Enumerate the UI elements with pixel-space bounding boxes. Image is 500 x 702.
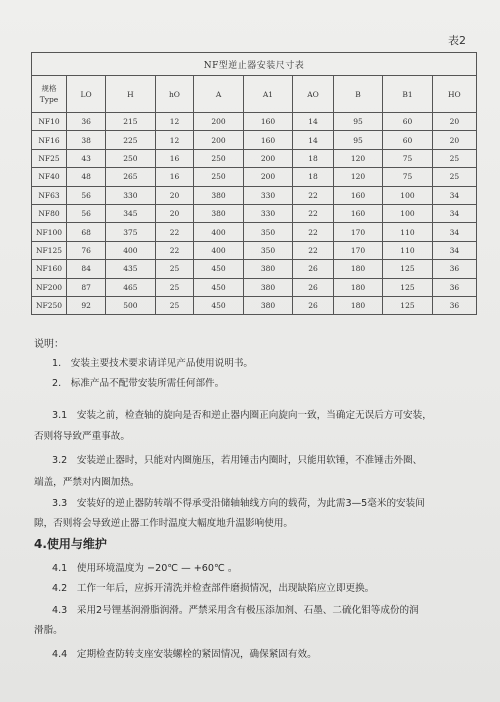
table-cell: 16 — [155, 168, 194, 186]
table-cell: 20 — [432, 113, 476, 131]
table-cell: 14 — [293, 131, 334, 149]
table-cell: 22 — [155, 241, 194, 259]
table-cell: 26 — [293, 260, 334, 278]
table-cell-type: NF200 — [32, 278, 67, 296]
table-cell: 25 — [155, 296, 194, 314]
table-cell: 36 — [432, 260, 476, 278]
para-3-1-line1: 3.1 安装之前，检查轴的旋向是否和逆止器内圈正向旋向一致，当确定无误后方可安装， — [52, 410, 432, 421]
table-cell: 125 — [383, 260, 432, 278]
table-cell: 56 — [67, 186, 106, 204]
table-cell: 250 — [194, 149, 243, 167]
table-cell: 18 — [293, 168, 334, 186]
header-type-cn: 规格 — [41, 84, 57, 93]
table-row — [32, 168, 477, 186]
header-col: HO — [432, 76, 476, 113]
para-3-2-line1: 3.2 安装逆止器时，只能对内圈施压，若用锤击内圈时，只能用软锤，不准锤击外圈、 — [52, 455, 423, 466]
table-cell: 60 — [383, 113, 432, 131]
table-cell: 400 — [194, 223, 243, 241]
header-col: hO — [155, 76, 194, 113]
table-cell: 380 — [194, 186, 243, 204]
table-cell: 180 — [333, 296, 382, 314]
table-row — [32, 113, 477, 131]
header-col: A1 — [243, 76, 292, 113]
table-row — [32, 278, 477, 296]
table-cell: 160 — [333, 204, 382, 222]
table-cell: 170 — [333, 241, 382, 259]
table-cell: 110 — [383, 223, 432, 241]
table-cell: 22 — [293, 241, 334, 259]
table-cell-type: NF63 — [32, 186, 67, 204]
para-4-1: 4.1 使用环境温度为 −20℃ — +60℃ 。 — [52, 563, 238, 574]
table-row — [32, 186, 477, 204]
table-cell: 400 — [194, 241, 243, 259]
table-cell: 36 — [432, 278, 476, 296]
table-number-label: 表2 — [448, 34, 466, 47]
header-type-en: Type — [39, 95, 59, 104]
table-cell: 20 — [432, 131, 476, 149]
table-cell: 450 — [194, 278, 243, 296]
table-cell: 500 — [106, 296, 155, 314]
table-cell: 330 — [106, 186, 155, 204]
header-col: B — [333, 76, 382, 113]
table-cell: 250 — [194, 168, 243, 186]
installation-dimension-table — [31, 52, 477, 315]
table-cell-type: NF100 — [32, 223, 67, 241]
para-3-3-line2: 隙，否则将会导致逆止器工作时温度大幅度地升温影响使用。 — [34, 518, 294, 529]
table-cell-type: NF25 — [32, 149, 67, 167]
table-cell-type: NF80 — [32, 204, 67, 222]
table-title: NF型逆止器安装尺寸表 — [32, 53, 477, 76]
table-cell: 100 — [383, 204, 432, 222]
table-cell: 92 — [67, 296, 106, 314]
table-cell: 36 — [67, 113, 106, 131]
table-cell: 14 — [293, 113, 334, 131]
table-cell: 345 — [106, 204, 155, 222]
table-cell: 20 — [155, 204, 194, 222]
table-cell: 16 — [155, 149, 194, 167]
table-cell: 200 — [243, 149, 292, 167]
table-cell: 75 — [383, 168, 432, 186]
table-cell: 34 — [432, 186, 476, 204]
table-cell: 25 — [155, 278, 194, 296]
header-col: LO — [67, 76, 106, 113]
table-cell: 160 — [243, 131, 292, 149]
table-cell: 450 — [194, 296, 243, 314]
table-cell: 22 — [293, 204, 334, 222]
table-cell: 56 — [67, 204, 106, 222]
header-type — [32, 76, 67, 113]
table-cell: 120 — [333, 149, 382, 167]
table-cell-type: NF16 — [32, 131, 67, 149]
table-cell: 160 — [243, 113, 292, 131]
table-cell: 380 — [243, 278, 292, 296]
table-row — [32, 296, 477, 314]
table-cell: 330 — [243, 204, 292, 222]
table-cell: 265 — [106, 168, 155, 186]
table-cell-type: NF40 — [32, 168, 67, 186]
table-cell: 48 — [67, 168, 106, 186]
header-col: A — [194, 76, 243, 113]
table-cell: 18 — [293, 149, 334, 167]
table-cell: 200 — [243, 168, 292, 186]
table-row — [32, 223, 477, 241]
table-row — [32, 204, 477, 222]
table-cell: 160 — [333, 186, 382, 204]
table-cell: 400 — [106, 241, 155, 259]
table-cell: 25 — [432, 168, 476, 186]
note-item-2: 2. 标准产品不配带安装所需任何部件。 — [52, 378, 225, 389]
header-col: AO — [293, 76, 334, 113]
table-cell: 60 — [383, 131, 432, 149]
table-row — [32, 241, 477, 259]
table-cell: 43 — [67, 149, 106, 167]
table-cell: 12 — [155, 113, 194, 131]
table-cell: 25 — [432, 149, 476, 167]
table-cell: 465 — [106, 278, 155, 296]
table-cell: 25 — [155, 260, 194, 278]
note-item-1: 1. 安装主要技术要求请详见产品使用说明书。 — [52, 358, 254, 369]
table-row — [32, 131, 477, 149]
para-4-4: 4.4 定期检查防转支座安装螺栓的紧固情况，确保紧固有效。 — [52, 649, 317, 660]
table-cell: 380 — [243, 296, 292, 314]
table-cell: 450 — [194, 260, 243, 278]
table-row — [32, 149, 477, 167]
table-cell: 12 — [155, 131, 194, 149]
table-cell: 180 — [333, 260, 382, 278]
table-cell: 225 — [106, 131, 155, 149]
table-cell: 180 — [333, 278, 382, 296]
table-cell-type: NF250 — [32, 296, 67, 314]
table-cell: 34 — [432, 204, 476, 222]
table-cell: 200 — [194, 113, 243, 131]
table-cell: 120 — [333, 168, 382, 186]
table-cell: 380 — [243, 260, 292, 278]
section-4-heading: 4.使用与维护 — [34, 537, 107, 551]
header-col: H — [106, 76, 155, 113]
para-4-3-line2: 滑脂。 — [34, 625, 63, 636]
table-cell-type: NF125 — [32, 241, 67, 259]
table-cell: 350 — [243, 241, 292, 259]
table-cell: 22 — [155, 223, 194, 241]
table-cell: 95 — [333, 131, 382, 149]
table-cell: 110 — [383, 241, 432, 259]
table-cell: 36 — [432, 296, 476, 314]
table-cell: 100 — [383, 186, 432, 204]
para-3-3-line1: 3.3 安装好的逆止器防转端不得承受沿储轴轴线方向的载荷，为此需3—5毫米的安装间 — [52, 498, 425, 509]
table-row — [32, 260, 477, 278]
table-cell: 200 — [194, 131, 243, 149]
table-cell: 87 — [67, 278, 106, 296]
table-header-row — [32, 76, 477, 113]
table-cell: 68 — [67, 223, 106, 241]
table-cell: 380 — [194, 204, 243, 222]
table-cell: 350 — [243, 223, 292, 241]
table-cell: 34 — [432, 241, 476, 259]
table-cell: 250 — [106, 149, 155, 167]
table-cell: 95 — [333, 113, 382, 131]
table-cell: 22 — [293, 186, 334, 204]
table-cell: 75 — [383, 149, 432, 167]
para-4-2: 4.2 工作一年后，应拆开清洗并检查部件磨损情况，出现缺陷应立即更换。 — [52, 583, 375, 594]
table-cell: 76 — [67, 241, 106, 259]
table-cell: 215 — [106, 113, 155, 131]
para-3-1-line2: 否则将导致严重事故。 — [34, 431, 130, 442]
table-cell: 170 — [333, 223, 382, 241]
table-cell: 84 — [67, 260, 106, 278]
table-cell: 22 — [293, 223, 334, 241]
table-cell: 34 — [432, 223, 476, 241]
table-cell: 435 — [106, 260, 155, 278]
table-cell-type: NF160 — [32, 260, 67, 278]
table-cell: 330 — [243, 186, 292, 204]
table-cell: 26 — [293, 278, 334, 296]
table-cell: 375 — [106, 223, 155, 241]
notes-heading: 说明： — [34, 339, 64, 350]
table-cell: 26 — [293, 296, 334, 314]
table-cell: 38 — [67, 131, 106, 149]
header-col: B1 — [383, 76, 432, 113]
para-3-2-line2: 端盖，严禁对内圈加热。 — [34, 477, 140, 488]
table-cell: 20 — [155, 186, 194, 204]
table-cell: 125 — [383, 278, 432, 296]
table-cell: 125 — [383, 296, 432, 314]
para-4-3-line1: 4.3 采用2号锂基润滑脂润滑。严禁采用含有极压添加剂、石墨、二硫化钼等成份的润 — [52, 605, 419, 616]
table-cell-type: NF10 — [32, 113, 67, 131]
